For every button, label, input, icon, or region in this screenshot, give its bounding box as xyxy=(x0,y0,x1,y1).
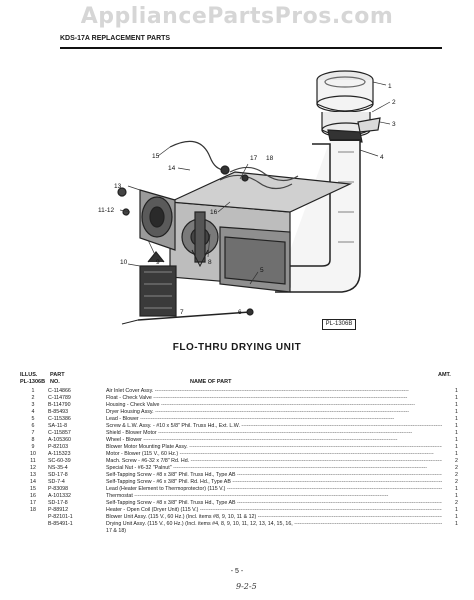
illus-cell: 1 xyxy=(31,388,35,394)
parts-list-row xyxy=(18,458,458,465)
parts-list-row xyxy=(18,479,458,486)
illus-cell: 8 xyxy=(31,437,35,443)
part-name-cell: Heater - Open Coil (Dryer Unit) (115 V.) ----- xyxy=(106,507,442,514)
callout-6: 6 xyxy=(238,309,242,316)
callout-10: 10 xyxy=(120,259,128,266)
column-name-header: NAME OF PART xyxy=(190,379,232,385)
part-name-cell: Mach. Screw - #6-32 x 7/8" Rd. Hd. ----- xyxy=(106,458,442,465)
illus-cell: 9 xyxy=(31,444,35,450)
illus-cell: 4 xyxy=(31,409,35,415)
part-number-cell: A-105360 xyxy=(48,437,71,443)
part-number-cell: SD-7-4 xyxy=(48,479,65,485)
column-illus-header xyxy=(20,372,45,386)
part-number-cell: C-115386 xyxy=(48,416,71,422)
page-header xyxy=(60,35,442,49)
part-name-cell: Dryer Housing Assy. ----- xyxy=(106,409,442,416)
amount-cell: 2 xyxy=(455,472,458,478)
part-name-cell: Shield - Blower Motor ----- xyxy=(106,430,442,437)
column-part-header xyxy=(50,372,65,386)
illus-cell: 2 xyxy=(31,395,35,401)
callout-11-12: 11-12 xyxy=(98,207,115,214)
illus-cell: 14 xyxy=(30,479,36,485)
amount-cell: 1 xyxy=(455,430,458,436)
part-name-cell: Air Inlet Cover Assy. ----- xyxy=(106,388,442,395)
part-name-cell: 17 & 18) xyxy=(106,528,127,534)
callout-5: 5 xyxy=(260,267,264,274)
parts-list-row xyxy=(18,402,458,409)
part-name-cell: Float - Check Valve ----- xyxy=(106,395,442,402)
amount-cell: 1 xyxy=(455,416,458,422)
amount-cell: 2 xyxy=(455,458,458,464)
amount-cell: 2 xyxy=(455,500,458,506)
amount-cell: 1 xyxy=(455,409,458,415)
amount-cell: 1 xyxy=(455,437,458,443)
amount-cell: 1 xyxy=(455,395,458,401)
part-name-cell: Self-Tapping Screw - #8 x 3/8" Phil. Truss Hd., Type AB ----- xyxy=(106,500,442,507)
callout-7: 7 xyxy=(180,309,184,316)
illus-cell: 6 xyxy=(31,423,35,429)
part-number-cell: SC-60-39 xyxy=(48,458,71,464)
part-sub-label: NO. xyxy=(50,379,60,385)
parts-list-row xyxy=(18,528,458,535)
parts-list-row xyxy=(18,444,458,451)
parts-list-row xyxy=(18,451,458,458)
amount-cell: 1 xyxy=(455,493,458,499)
part-label: PART xyxy=(50,372,65,378)
illus-cell: 7 xyxy=(31,430,35,436)
amount-cell: 2 xyxy=(455,479,458,485)
illus-cell: 11 xyxy=(30,458,36,464)
callout-16: 16 xyxy=(210,209,218,216)
part-name-cell: Special Nut - #6-32 "Palnut" ----- xyxy=(106,465,442,472)
illus-cell: 13 xyxy=(30,472,36,478)
parts-list-row xyxy=(18,437,458,444)
page-number: - 5 - xyxy=(230,568,244,575)
illus-cell: 12 xyxy=(30,465,36,471)
header-title: KDS-17A REPLACEMENT PARTS xyxy=(60,35,171,42)
parts-list-row xyxy=(18,521,458,528)
callout-17: 17 xyxy=(250,155,258,162)
part-number-cell: B-85491-1 xyxy=(48,521,73,527)
illus-cell: 18 xyxy=(30,507,36,513)
part-name-cell: Lead (Heater Element to Thermoprotector) (115 V.) ----- xyxy=(106,486,442,493)
part-name-cell: Self-Tapping Screw - #8 x 3/8" Phil. Truss Hd., Type AB ----- xyxy=(106,472,442,479)
part-name-cell: Self-Tapping Screw - #6 x 3/8" Phil. Rd. Hd., Type AB ----- xyxy=(106,479,442,486)
section-title: FLO-THRU DRYING UNIT xyxy=(172,342,302,353)
amount-cell: 1 xyxy=(455,521,458,527)
amount-cell: 1 xyxy=(455,486,458,492)
illus-cell: 15 xyxy=(30,486,36,492)
part-number-cell: P-88912 xyxy=(48,507,69,513)
amount-cell: 1 xyxy=(455,423,458,429)
parts-list-row xyxy=(18,500,458,507)
parts-list-row xyxy=(18,416,458,423)
parts-list-row xyxy=(18,465,458,472)
parts-list-row xyxy=(18,514,458,521)
check-valve-housing-drawing xyxy=(322,112,380,142)
part-number-cell: A-101332 xyxy=(48,493,71,499)
part-number-cell: P-83098 xyxy=(48,486,69,492)
amount-cell: 1 xyxy=(455,388,458,394)
callout-2: 2 xyxy=(392,99,396,106)
callout-13: 13 xyxy=(114,183,122,190)
part-number-cell: C-114866 xyxy=(48,388,71,394)
parts-list xyxy=(18,388,458,535)
part-name-cell: Screw & L.W. Assy. - #10 x 5/8" Phil. Truss Hd., Ext. L.W. ----- xyxy=(106,423,442,430)
parts-list-row xyxy=(18,395,458,402)
part-number-cell: NS-35-4 xyxy=(48,465,68,471)
motor-assembly-drawing xyxy=(118,188,175,250)
air-inlet-cover-drawing xyxy=(317,71,373,112)
callout-15: 15 xyxy=(152,153,160,160)
illus-sub-label: PL-1306B xyxy=(20,379,46,385)
callout-8: 8 xyxy=(208,259,212,266)
diagram-reference-tag: PL-1306B xyxy=(322,319,356,330)
part-number-cell: C-115857 xyxy=(48,430,71,436)
part-name-cell: Blower Unit Assy. (115 V., 60 Hz.) (Incl. items #8, 9, 10, 11 & 12) ----- xyxy=(106,514,442,521)
watermark: AppliancePartsPros.com xyxy=(80,4,394,29)
illus-cell: 5 xyxy=(31,416,35,422)
callout-9: 9 xyxy=(156,259,160,266)
amount-cell: 1 xyxy=(455,402,458,408)
parts-list-row xyxy=(18,423,458,430)
part-name-cell: Lead - Blower ----- xyxy=(106,416,442,423)
part-number-cell: SA-11-8 xyxy=(48,423,68,429)
illus-cell: 10 xyxy=(30,451,36,457)
part-number-cell: B-114790 xyxy=(48,402,71,408)
handwritten-note: 9-2-5 xyxy=(236,582,257,591)
exploded-parts-diagram xyxy=(60,52,460,337)
column-amt-header: AMT. xyxy=(438,372,451,378)
illus-cell: 3 xyxy=(31,402,35,408)
part-name-cell: Motor - Blower (115 V., 60 Hz.) ----- xyxy=(106,451,442,458)
amount-cell: 1 xyxy=(455,514,458,520)
part-number-cell: P-82101-1 xyxy=(48,514,73,520)
amount-cell: 1 xyxy=(455,507,458,513)
part-name-cell: Thermostat ----- xyxy=(106,493,442,500)
part-number-cell: SD-17-8 xyxy=(48,500,68,506)
part-name-cell: Wheel - Blower ----- xyxy=(106,437,442,444)
part-name-cell: Blower Motor Mounting Plate Assy. ----- xyxy=(106,444,442,451)
amount-cell: 1 xyxy=(455,444,458,450)
illus-label: ILLUS. xyxy=(20,372,38,378)
part-number-cell: A-115323 xyxy=(48,451,71,457)
part-number-cell: P-82103 xyxy=(48,444,69,450)
illus-cell: 17 xyxy=(30,500,36,506)
callout-4: 4 xyxy=(380,154,384,161)
parts-list-row xyxy=(18,486,458,493)
parts-list-row xyxy=(18,507,458,514)
part-name-cell: Drying Unit Assy. (115 V., 60 Hz.) (Incl. items #4, 8, 9, 10, 11, 12, 13, 14, 15, 16, ----- xyxy=(106,521,442,528)
parts-list-row xyxy=(18,430,458,437)
callout-14: 14 xyxy=(168,165,176,172)
amount-cell: 1 xyxy=(455,451,458,457)
callout-3: 3 xyxy=(392,121,396,128)
amount-cell: 2 xyxy=(455,465,458,471)
parts-list-row xyxy=(18,493,458,500)
callout-18: 18 xyxy=(266,155,274,162)
part-name-cell: Housing - Check Valve ----- xyxy=(106,402,442,409)
part-number-cell: C-114789 xyxy=(48,395,71,401)
parts-list-row xyxy=(18,409,458,416)
illus-cell: 16 xyxy=(30,493,36,499)
part-number-cell: SD-17-8 xyxy=(48,472,68,478)
parts-list-row xyxy=(18,388,458,395)
part-number-cell: B-85493 xyxy=(48,409,69,415)
callout-1: 1 xyxy=(388,83,392,90)
parts-list-row xyxy=(18,472,458,479)
